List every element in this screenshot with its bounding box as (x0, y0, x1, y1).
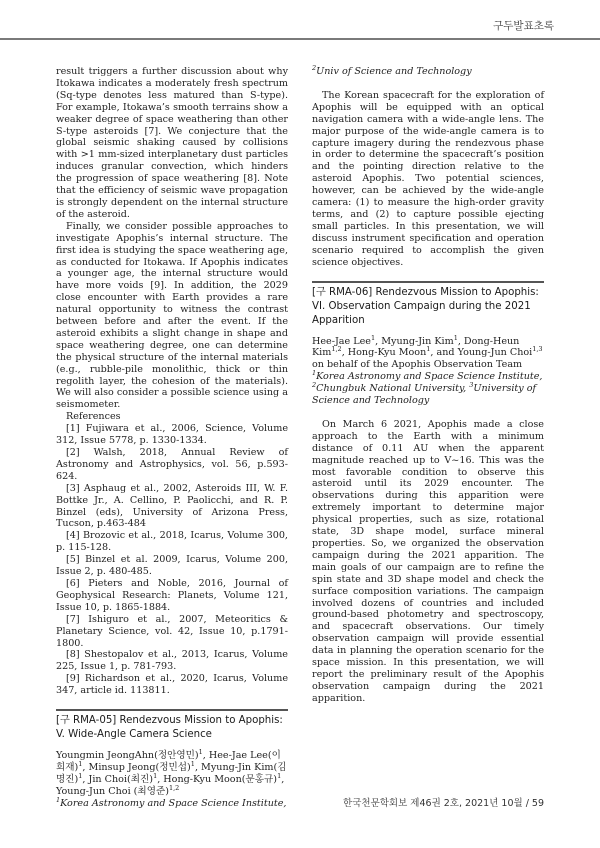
body-paragraph: The Korean spacecraft for the exploration of Apophis will be equipped with an optical navigation camera with a wide-angle lens. The major purpose of the wide-angle camera is to capture imagery during the rendezvous phase in order to determine the spacecraft’s position and the pointing direction relative to the asteroid Apophis. Two potential sciences, however, can be achieved by the wide-angle camera: (1) to measure the high-order gravity terms, and (2) to capture possible ejecting small particles. In this presentation, we will discuss instrument specification and operation scenario required to accomplish the given science objectives. (312, 89, 544, 268)
affiliation-mark: 1 (198, 747, 203, 756)
author-name: Hee-Jae Lee (312, 335, 371, 347)
reference-item: [1] Fujiwara et al., 2006, Science, Volume 312, Issue 5778, p. 1330-1334. (56, 423, 288, 447)
spacer (312, 78, 544, 90)
author-name: , Hong-Kyu Moon (341, 347, 427, 359)
right-column (312, 63, 544, 705)
affiliation-mark: 1 (78, 759, 83, 768)
affiliation-text: Chungbuk National University, (316, 383, 470, 395)
affiliation-mark: 1 (312, 369, 317, 378)
author-name: , Hee-Jae Lee(이희재) (56, 750, 281, 773)
body-paragraph: On March 6 2021, Apophis made a close approach to the Earth with a minimum distance of 0.11 AU when the apparent magnitude reached up to V~16. This was the most favorable condition to observe this asteroid until its 2029 encounter. The observations during this apparition were extremely important to determine major physical properties, such as size, rotational state, 3D shape model, surface mineral properties. So, we organized the observation campaign during the 2021 apparition. The main goals of our campaign are to refine the spin state and 3D shape model and check the surface composition variations. The campaign involved dozens of countries and included ground-based photometry and spectroscopy, and spacecraft observations. Our timely observation campaign will provide essential data in planning the operation scenario for the space mission. In this presentation, we will report the preliminary result of the Apophis observation campaign during the 2021 apparition. (312, 418, 544, 704)
affiliation-line (56, 795, 288, 810)
reference-item: [7] Ishiguro et al., 2007, Meteoritics & Planetary Science, vol. 42, Issue 10, p.1791-1800. (56, 613, 288, 649)
affiliation-mark: 1 (78, 771, 83, 780)
spacer (56, 697, 288, 709)
author-name: , Myung-Jin Kim (375, 335, 454, 347)
page-footer: 한국천문학회보 제46권 2호, 2021년 10월 / 59 (343, 798, 544, 809)
left-column (56, 66, 288, 810)
affiliation-mark: 2 (312, 63, 317, 72)
affiliation-text: University of Science and Technology (312, 383, 537, 407)
author-name: Youngmin JeongAhn(정안영민) (56, 750, 199, 762)
section-title-rma05: [구 RMA-05] Rendezvous Mission to Apophis: V. Wide-Angle Camera Science (56, 709, 288, 742)
reference-item: [4] Brozovic et al., 2018, Icarus, Volume 300, p. 115-128. (56, 530, 288, 554)
references-heading: References (66, 411, 121, 423)
affiliation-mark: 2 (312, 380, 317, 389)
affiliation-text: Korea Astronomy and Space Science Institute, (316, 371, 543, 383)
reference-list (56, 423, 288, 697)
header-rule (0, 38, 600, 40)
reference-item: [5] Binzel et al. 2009, Icarus, Volume 200, Issue 2, p. 480-485. (56, 554, 288, 578)
author-name: , Dong-Heun Kim (312, 335, 520, 359)
author-name: , Minsup Jeong(정민섭) (82, 761, 191, 773)
affiliation-line (312, 63, 544, 78)
author-name: , Myung-Jin Kim(김명진) (56, 761, 287, 785)
affiliation-mark: 1,2 (331, 345, 342, 354)
reference-item: [2] Walsh, 2018, Annual Review of Astronomy and Astrophysics, vol. 56, p.593-624. (56, 447, 288, 482)
affiliation-mark: 3 (469, 380, 474, 389)
affiliation-text: Korea Astronomy and Space Science Institute, (60, 797, 287, 809)
reference-item: [8] Shestopalov et al., 2013, Icarus, Volume 225, Issue 1, p. 781-793. (56, 649, 288, 673)
affiliation-mark: 1 (426, 345, 431, 354)
affiliation-mark: 1 (277, 771, 282, 780)
author-name: , Jin Choi(최진) (82, 773, 154, 785)
section-title-rma06: [구 RMA-06] Rendezvous Mission to Apophis: VI. Observation Campaign during the 2021 Apparition (312, 281, 544, 328)
running-header-tag: 구두발표초록 (493, 20, 554, 32)
author-name: , and Young-Jun Choi (430, 347, 533, 359)
affiliation-mark: 1,3 (532, 345, 543, 354)
author-name: , Young-Jun Choi (최영준) (56, 773, 285, 797)
affiliation-mark: 1 (190, 759, 195, 768)
reference-item: [9] Richardson et al., 2020, Icarus, Volume 347, article id. 113811. (56, 673, 288, 697)
author-name: , Hong-Kyu Moon(문홍규) (157, 773, 278, 785)
spacer (56, 742, 288, 750)
author-list (56, 747, 288, 798)
affiliation-line (312, 371, 544, 407)
author-name: on behalf of the Apophis Observation Team (312, 359, 523, 371)
affiliation-mark: 1 (56, 795, 61, 804)
affiliation-mark: 1 (453, 333, 458, 342)
affiliation-mark: 1 (153, 771, 158, 780)
body-paragraph: Finally, we consider possible approaches to investigate Apophis’s internal structure. The first idea is studying the space weathering age, as conducted for Itokawa. If Apophis indicates a younger age, the internal structure would have more voids [9]. In addition, the 2029 close encounter with Earth provides a rare natural opportunity to witness the contrast between before and after the event. If the asteroid exhibits a slight change in shape and space weathering degree, one can determine the physical structure of the internal materials (e.g., rubble-pile monolithic, thick or thin regolith layer, the cohesion of the materials). We will also consider a possible science using a seismometer. (56, 220, 288, 411)
author-list (312, 333, 544, 372)
reference-item: [6] Pieters and Noble, 2016, Journal of Geophysical Research: Planets, Volume 121, Issue 10, p. 1865-1884. (56, 577, 288, 613)
affiliation-mark: 1 (370, 333, 376, 342)
spacer (312, 407, 544, 419)
spacer (312, 269, 544, 281)
affiliation-text: Univ of Science and Technology (316, 66, 472, 77)
spacer (312, 328, 544, 336)
body-paragraph: result triggers a further discussion about why Itokawa indicates a moderately fresh spectrum (Sq-type denotes less matured than S-type). For example, Itokawa’s smooth terrains show a weaker degree of space weathering than other S-type asteroids [7]. We conjecture that the global seismic shaking caused by collisions with >1 mm-sized interplanetary dust particles induces granular convection, which hinders the progression of space weathering [8]. Note that the efficiency of seismic wave propagation is strongly dependent on the internal structure of the asteroid. (56, 66, 288, 220)
reference-item: [3] Asphaug et al., 2002, Asteroids III, W. F. Bottke Jr., A. Cellino, P. Paolicchi, and R. P. Binzel (eds), University of Arizona Press, Tucson, p.463-484 (56, 482, 288, 530)
affiliation-mark: 1,2 (168, 783, 180, 792)
